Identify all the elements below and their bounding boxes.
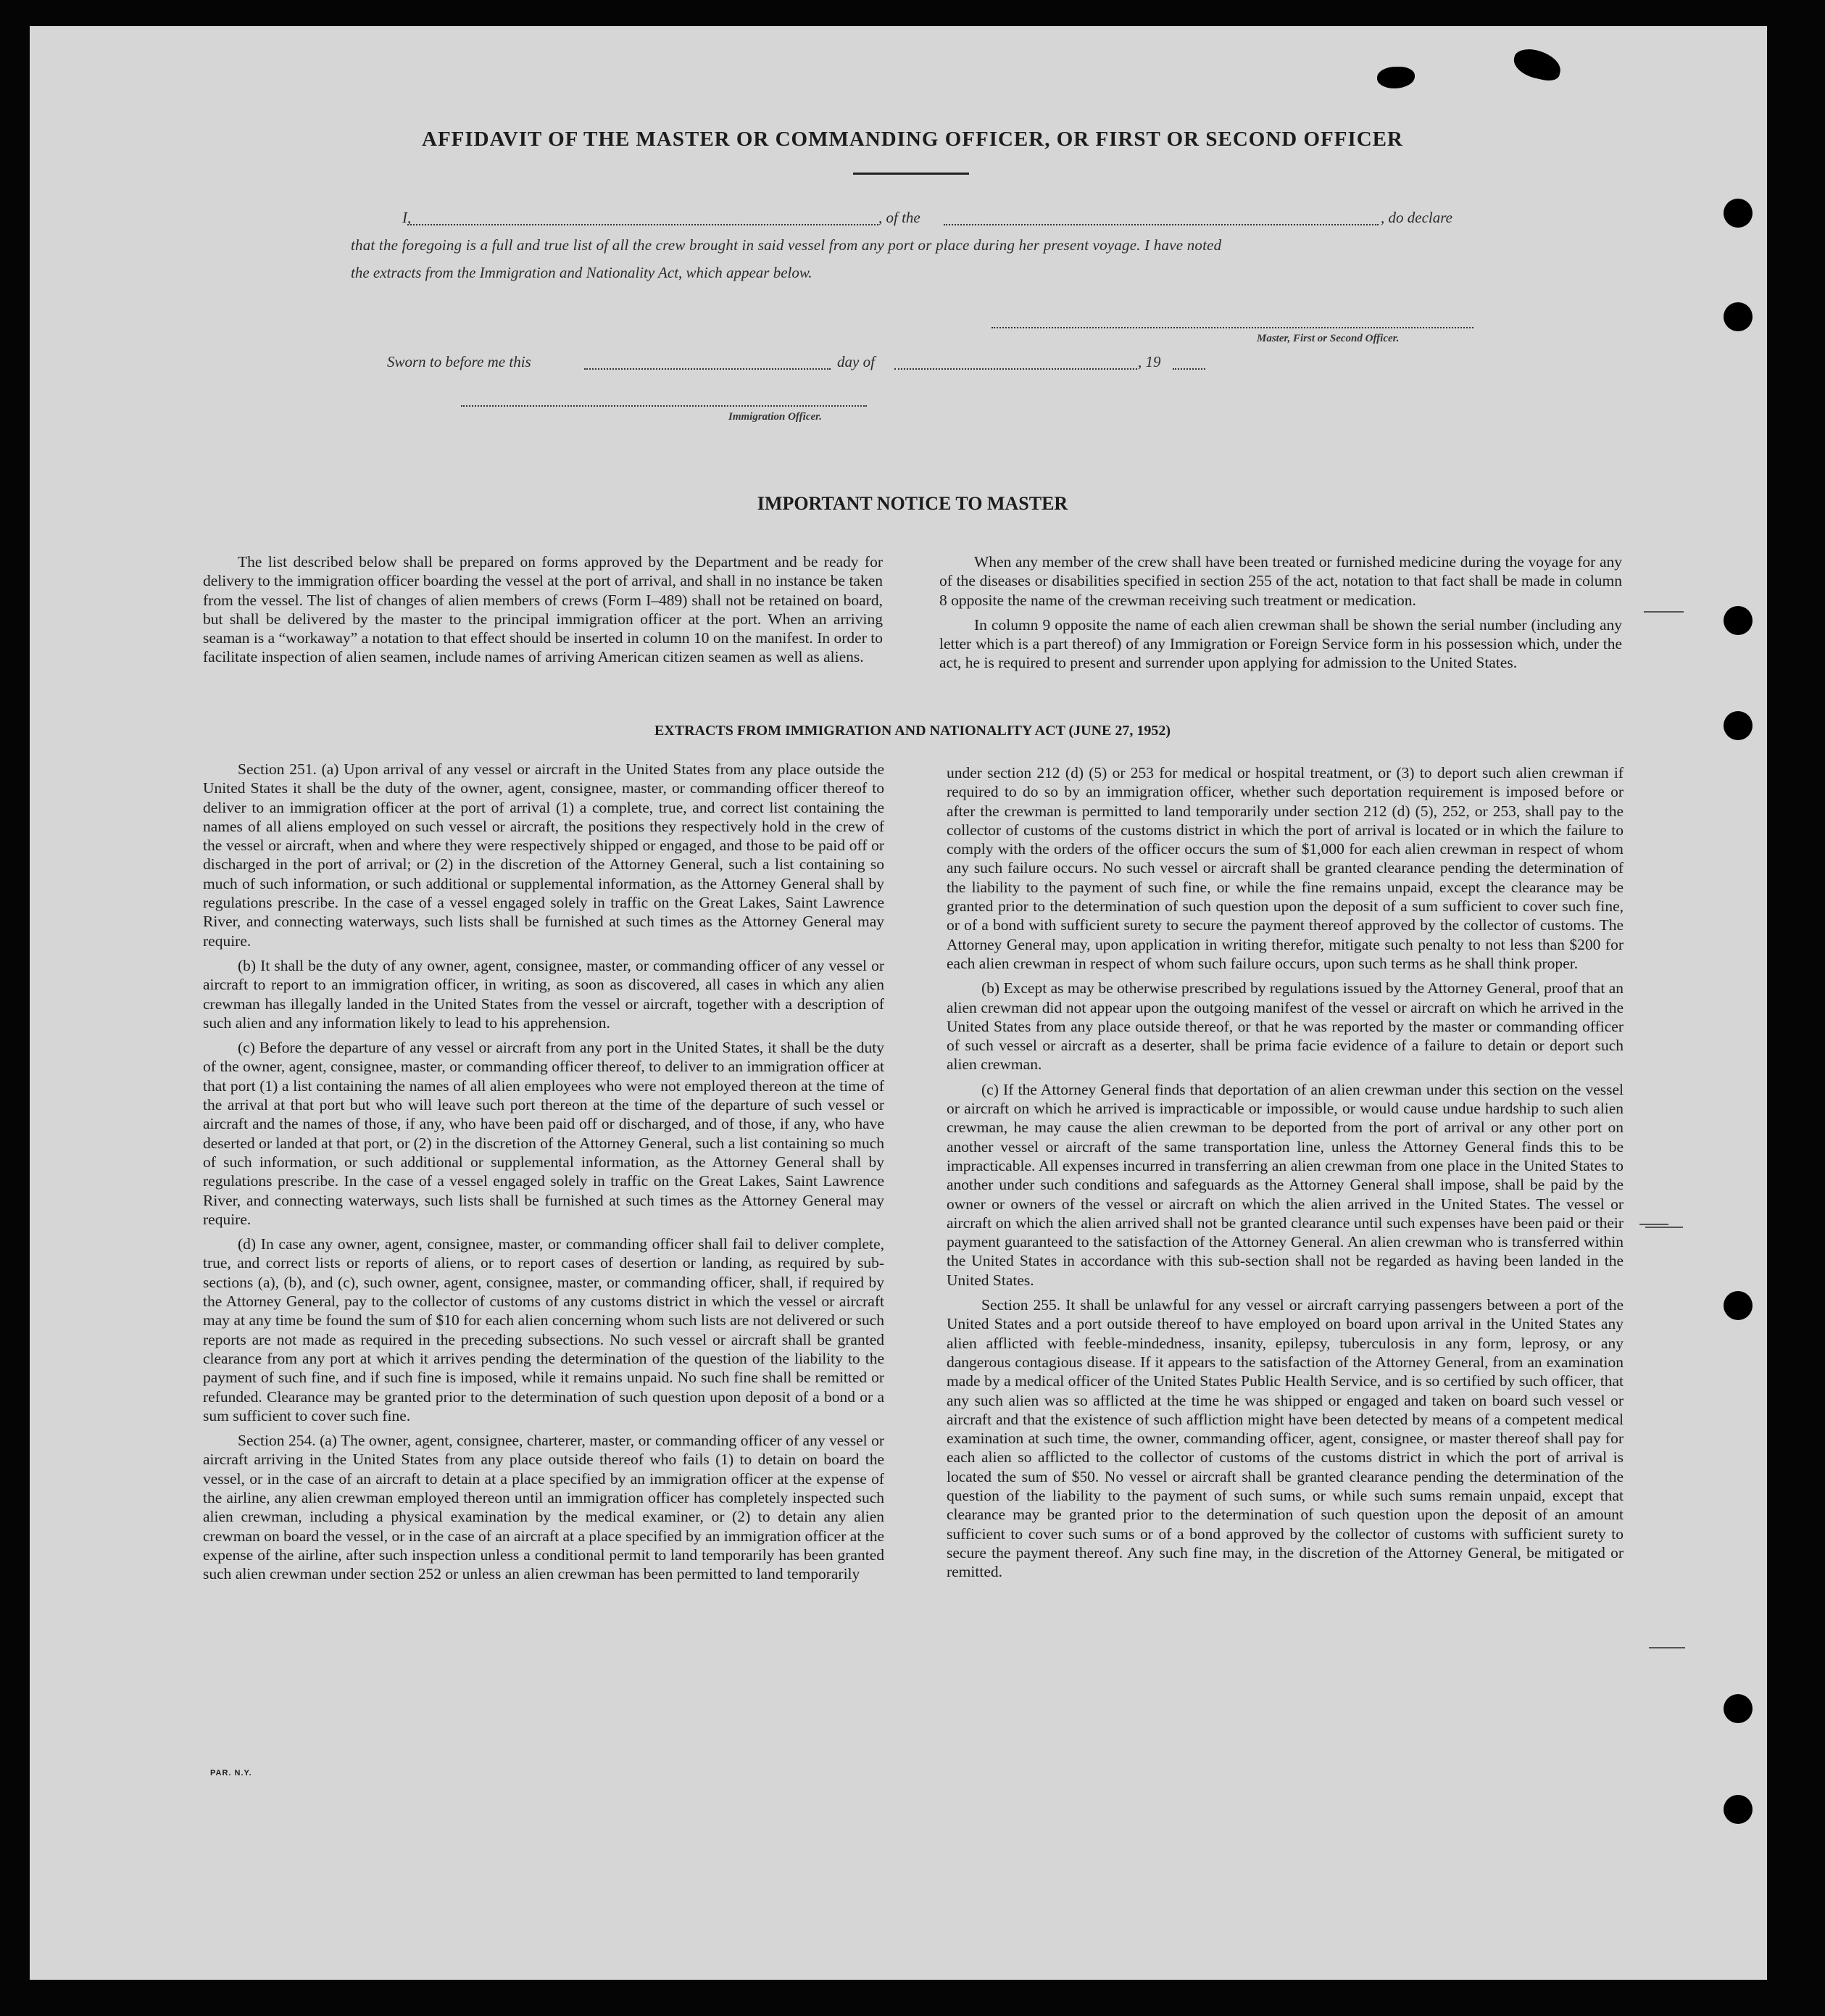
sworn-label: Sworn to before me this [387, 353, 531, 370]
binder-hole [1724, 1795, 1753, 1824]
extracts-left-column [203, 760, 884, 1583]
margin-tick [1639, 1224, 1668, 1225]
margin-tick [1649, 1647, 1685, 1648]
notice-paragraph: In column 9 opposite the name of each alien crewman shall be shown the serial number (including any letter which is a part thereof) of any Immigration or Foreign Service form in his possession which, under the act, he is required to present and surrender upon applying for admission to the United States. [939, 615, 1622, 672]
extracts-right-column [947, 763, 1624, 1581]
month-blank[interactable] [894, 368, 1137, 370]
master-signature-line[interactable] [992, 327, 1473, 328]
affidavit-declare: , do declare [1381, 209, 1452, 226]
scan-edge [1767, 0, 1825, 2016]
section-paragraph: (b) Except as may be otherwise prescribed by regulations issued by the Attorney General, proof that an alien crewman did not appear upon the outgoing manifest of the vessel or aircraft on which he arrived in the United States from any place outside thereof, or that he was reported by the master or commanding officer of such vessel or aircraft as a deserter, shall be prima facie evidence of a failure to detain or deport such alien crewman. [947, 979, 1624, 1074]
binder-hole [1724, 1694, 1753, 1723]
affidavit-title: AFFIDAVIT OF THE MASTER OR COMMANDING OFFICER, OR FIRST OR SECOND OFFICER [422, 128, 1403, 151]
binder-hole [1724, 606, 1753, 635]
title-rule [853, 173, 969, 175]
notice-left-column [203, 552, 883, 667]
binder-hole [1724, 199, 1753, 228]
master-caption: Master, First or Second Officer. [1257, 333, 1400, 344]
section-paragraph: under section 212 (d) (5) or 253 for medical or hospital treatment, or (3) to deport such alien crewman if required to do so by an immigration officer, whether such deportation requirement is imposed before or after the crewman is permitted to land temporarily under section 212 (d) (5), 252, or 253, shall pay to the collector of customs of the customs district in which the port of arrival is located or in which the failure to comply with the orders of the officer occurs the sum of $1,000 for each alien crewman in respect of whom any such failure occurs. No such vessel or aircraft shall be granted clearance pending the determination of the liability to the payment of such fine, or while the fine remains unpaid, except the clearance may be granted prior to the determination of such question upon the deposit of a sum sufficient to cover such fine, or of a bond with sufficient surety to secure the payment thereof approved by the collector of customs. The Attorney General may, upon application in writing therefor, mitigate such penalty to not less than $200 for each alien crewman in respect of whom such failure occurs, upon such terms as he shall think proper. [947, 764, 1624, 972]
binder-hole [1724, 1291, 1753, 1320]
officer-signature-line[interactable] [461, 405, 867, 407]
binder-hole [1724, 711, 1753, 740]
section-paragraph: Section 255. It shall be unlawful for any vessel or aircraft carrying passengers between a port of the United States and a port outside thereof to have employed on board upon arrival in the United States any alien afflicted with feeble-mindedness, insanity, epilepsy, tuberculosis in any form, leprosy, or any dangerous contagious disease. If it appears to the satisfaction of the Attorney General, from an examination made by a medical officer of the United States Public Health Service, and is so certified by such officer, that any such alien was so afflicted at the time he was shipped or engaged and taken on board such vessel or aircraft and that the existence of such affliction might have been detected by means of a competent medical examination at such time, the owner, commanding officer, agent, consignee, or master thereof shall pay for each alien so afflicted to the collector of customs of the customs district in which the port of arrival is located the sum of $50. No vessel or aircraft shall be granted clearance pending the determination of the question of the liability to the payment of such sums, or while such sums remain unpaid, except that clearance may be granted prior to the determination of such question upon the deposit of an amount sufficient to cover such sums or of a bond approved by the collector of customs with sufficient surety to secure the payment thereof. Any such fine may, in the discretion of the Attorney General, be mitigated or remitted. [947, 1296, 1624, 1581]
section-paragraph: (d) In case any owner, agent, consignee, master, or commanding officer shall fail to deliver complete, true, and correct lists or reports of aliens, or to report cases of desertion or landing, as required by sub-sections (a), (b), and (c), such owner, agent, consignee, master, or commanding officer, shall, if required by the Attorney General, pay to the collector of customs of any customs district in which the vessel or aircraft may at any time be found the sum of $10 for each alien concerning whom such lists are not delivered or such reports are not made as required in the preceding subsections. No such vessel or aircraft shall be granted clearance from any port at which it arrives pending the determination of the question of the liability to the payment of such fine, and if such fine is imposed, while it remains unpaid. No such fine shall be remitted or refunded. Clearance may be granted prior to the determination of such question upon deposit of a bond or a sum sufficient to cover such fine. [203, 1235, 884, 1424]
notice-right-column [939, 552, 1622, 673]
extracts-heading: EXTRACTS FROM IMMIGRATION AND NATIONALITY ACT (JUNE 27, 1952) [654, 723, 1171, 739]
section-paragraph: Section 251. (a) Upon arrival of any vessel or aircraft in the United States from any place outside the United States it shall be the duty of the owner, agent, consignee, master, or commanding officer thereof to deliver to an immigration officer at the port of arrival (1) a complete, true, and correct list containing the names of all aliens employed on such vessel or aircraft, the positions they respectively hold in the crew of the vessel or aircraft, when and where they were respectively shipped or engaged, and those to be paid off or discharged in the port of arrival; or (2) in the discretion of the Attorney General, such a list containing so much of such information, or such additional or supplemental information, as the Attorney General shall by regulations prescribe. In the case of a vessel engaged solely in traffic on the Great Lakes, Saint Lawrence River, and connecting waterways, such lists shall be furnished at such times as the Attorney General may require. [203, 760, 884, 950]
affidavit-of-the: , of the [878, 209, 920, 226]
notice-heading: IMPORTANT NOTICE TO MASTER [757, 493, 1068, 514]
name-blank[interactable] [407, 224, 878, 225]
section-paragraph: (c) If the Attorney General finds that deportation of an alien crewman under this section on the vessel or aircraft on which he arrived is impracticable or impossible, or would cause undue hardship to such alien crewman, he may cause the alien crewman to be deported from the port of arrival or any other port on another vessel or aircraft of the same transportation line, unless the Attorney General finds this to be impracticable. All expenses incurred in transferring an alien crewman from one place in the United States to another under such conditions and safeguards as the Attorney General shall impose, shall be paid by the owner or owners of the vessel or aircraft on which the alien arrived in the United States. The vessel or aircraft on which the alien arrived shall not be granted clearance until such expenses have been paid or their payment guaranteed to the satisfaction of the Attorney General. An alien crewman who is transferred within the United States in accordance with this sub-section shall not be regarded as having been landed in the United States. [947, 1080, 1624, 1289]
year-blank[interactable] [1173, 368, 1205, 370]
affidavit-i: I, [402, 209, 412, 226]
affidavit-statement-2: the extracts from the Immigration and Nationality Act, which appear below. [351, 264, 812, 281]
section-paragraph: (c) Before the departure of any vessel or aircraft from any port in the United States, it shall be the duty of the owner, agent, consignee, master, or commanding officer thereof, to deliver to an immigration officer at that port (1) a list containing the names of all alien employees who were not employed thereon at the time of the arrival at that port but who will leave such port thereon at the time of the departure of such vessel or aircraft and the names of those, if any, who have been paid off or discharged, and of those, if any, who have deserted or landed at that port, or (2) in the discretion of the Attorney General, such a list containing so much of such information, or such additional or supplemental information, as the Attorney General shall by regulations prescribe. In the case of a vessel engaged solely in traffic on the Great Lakes, Saint Lawrence River, and connecting waterways, such lists shall be furnished at such times as the Attorney General may require. [203, 1039, 884, 1228]
margin-tick [1644, 611, 1684, 613]
section-paragraph: (b) It shall be the duty of any owner, agent, consignee, master, or commanding officer of any vessel or aircraft to report to an immigration officer, in writing, as soon as discovered, all cases in which any alien crewman has illegally landed in the United States from the vessel or aircraft, together with a description of such alien and any information likely to lead to his apprehension. [203, 956, 884, 1032]
affidavit-statement: that the foregoing is a full and true list of all the crew brought in said vessel from any port or place during her present voyage. I have noted [351, 236, 1222, 254]
vessel-blank[interactable] [944, 224, 1379, 225]
sworn-day-blank[interactable] [584, 368, 831, 370]
notice-paragraph: The list described below shall be prepared on forms approved by the Department and be ready for delivery to the immigration officer boarding the vessel at the port of arrival, and shall in no instance be taken from the vessel. The list of changes of alien members of crews (Form I–489) shall not be retained on board, but shall be delivered by the master to the principal immigration officer at the port. When an arriving seaman is a “workaway” a notation to that effect should be inserted in column 10 on the manifest. In order to facilitate inspection of alien seamen, include names of arriving American citizen seamen as well as aliens. [203, 553, 883, 666]
binder-hole [1724, 302, 1753, 331]
year-label: , 19 [1138, 353, 1161, 370]
notice-paragraph: When any member of the crew shall have been treated or furnished medicine during the voyage for any of the diseases or disabilities specified in section 255 of the act, notation to that fact shall be made in column 8 opposite the name of the crewman receiving such treatment or medication. [939, 553, 1622, 609]
day-of-label: day of [837, 353, 875, 370]
margin-tick [1645, 1227, 1683, 1228]
printer-mark: PAR. N.Y. [210, 1769, 252, 1778]
immigration-caption: Immigration Officer. [728, 411, 822, 423]
section-paragraph: Section 254. (a) The owner, agent, consignee, charterer, master, or commanding officer of any vessel or aircraft arriving in the United States from any place outside thereof who fails (1) to detain on board the vessel, or in the case of an aircraft to detain at a place specified by an immigration officer at the expense of the airline, any alien crewman employed thereon until an immigration officer has completely inspected such alien crewman, including a physical examination by the medical examiner, or (2) to detain any alien crewman on board the vessel, or in the case of an aircraft at a place specified by an immigration officer at the expense of the airline, after such inspection unless a conditional permit to land temporarily has been granted such alien crewman under section 252 or unless an alien crewman has been permitted to land temporarily [203, 1432, 884, 1583]
